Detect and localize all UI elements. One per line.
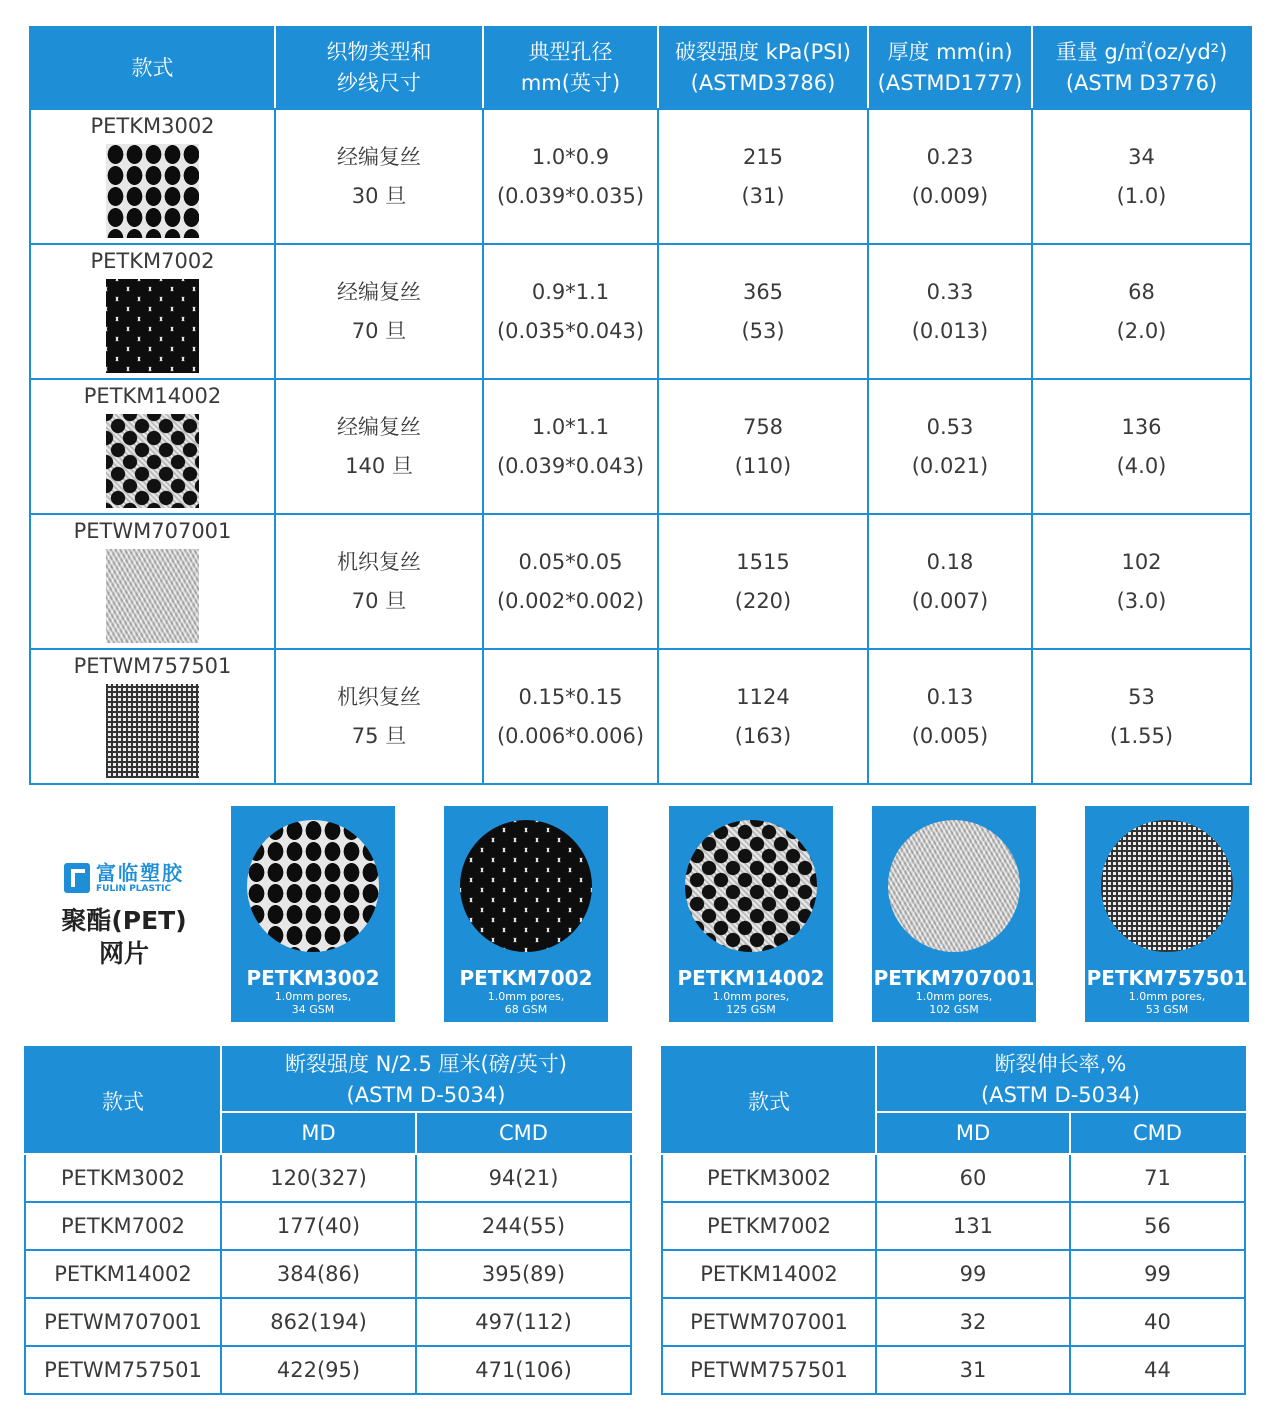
tensile-cmd: 471(106) [416, 1346, 631, 1394]
fabric-type-value: 经编复丝 [337, 279, 421, 304]
tensile-row [25, 1250, 631, 1298]
spec-table [29, 26, 1252, 785]
header-pore [483, 27, 658, 109]
tensile-row [25, 1346, 631, 1394]
elong-style: PETWM707001 [662, 1298, 876, 1346]
tensile-strength-table [24, 1046, 632, 1395]
fabric-type-value: 经编复丝 [337, 414, 421, 439]
pore-size-alt-value: (0.002*0.002) [496, 588, 645, 613]
elong-cmd: 56 [1070, 1202, 1245, 1250]
spec-cell-pore-size [483, 514, 658, 649]
weight-value: 68 [1128, 279, 1155, 304]
elong-md: 60 [876, 1154, 1070, 1202]
spec-cell-fabric-type [275, 649, 483, 784]
elong-header-line1: 断裂伸长率,% [994, 1051, 1127, 1076]
mesh-disc-image [685, 820, 817, 952]
brand-title-line1: 聚酯(PET) [61, 906, 187, 935]
card-product-name: PETKM757501 [1086, 966, 1248, 990]
thickness-alt-value: (0.007) [911, 588, 989, 613]
elong-header-line2: (ASTM D-5034) [981, 1082, 1140, 1107]
burst-strength-alt-value: (163) [734, 723, 792, 748]
thickness-value: 0.33 [926, 279, 974, 304]
spec-row [30, 514, 1251, 649]
weight-alt-value: (1.55) [1109, 723, 1174, 748]
elong-row [662, 1250, 1245, 1298]
mesh-swatch-image [106, 684, 199, 778]
style-code: PETKM7002 [90, 248, 215, 273]
tensile-md: 862(194) [221, 1298, 416, 1346]
elong-md: 99 [876, 1250, 1070, 1298]
burst-strength-alt-value: (110) [734, 453, 792, 478]
card-product-name: PETKM7002 [459, 966, 593, 990]
tensile-header-line2: (ASTM D-5034) [346, 1082, 506, 1107]
burst-strength-alt-value: (31) [741, 183, 785, 208]
style-code: PETKM14002 [83, 383, 222, 408]
brand-title [44, 904, 204, 970]
spec-cell-weight [1032, 244, 1251, 379]
card-product-name: PETKM707001 [873, 966, 1035, 990]
card-pore-text: 1.0mm pores, [915, 990, 993, 1003]
tensile-style: PETWM757501 [25, 1346, 221, 1394]
elong-header-style: 款式 [662, 1047, 876, 1154]
fabric-type-alt-value: 70 旦 [351, 318, 407, 343]
tensile-style: PETKM14002 [25, 1250, 221, 1298]
pore-size-alt-value: (0.039*0.035) [496, 183, 645, 208]
header-fabric-text: 织物类型和 纱线尺寸 [326, 40, 432, 95]
header-weight [1032, 27, 1251, 109]
spec-cell-fabric-type [275, 244, 483, 379]
tensile-md: 177(40) [221, 1202, 416, 1250]
elong-cmd: 44 [1070, 1346, 1245, 1394]
spec-cell-pore-size [483, 244, 658, 379]
spec-cell-pore-size [483, 649, 658, 784]
mesh-disc-image [247, 820, 379, 952]
weight-alt-value: (3.0) [1116, 588, 1167, 613]
elong-cmd: 71 [1070, 1154, 1245, 1202]
card-product-name: PETKM14002 [677, 966, 825, 990]
mesh-swatch-image [106, 549, 199, 643]
card-gsm-text: 34 GSM [291, 1003, 335, 1016]
elong-md: 131 [876, 1202, 1070, 1250]
elong-header-group [876, 1047, 1245, 1112]
fabric-type-alt-value: 30 旦 [351, 183, 407, 208]
elong-style: PETKM14002 [662, 1250, 876, 1298]
elong-style: PETWM757501 [662, 1346, 876, 1394]
thickness-alt-value: (0.009) [911, 183, 989, 208]
weight-alt-value: (4.0) [1116, 453, 1167, 478]
mesh-disc-image [1101, 820, 1233, 952]
weight-value: 34 [1128, 144, 1155, 169]
spec-cell-thickness [868, 379, 1032, 514]
elong-row [662, 1202, 1245, 1250]
burst-strength-value: 365 [742, 279, 784, 304]
logo-cn-text: 富临塑胶 [96, 861, 184, 885]
card-pore-text: 1.0mm pores, [274, 990, 352, 1003]
product-card [444, 806, 608, 1022]
spec-cell-weight [1032, 514, 1251, 649]
mesh-disc-image [888, 820, 1020, 952]
spec-cell-pore-size [483, 379, 658, 514]
fabric-type-alt-value: 75 旦 [351, 723, 407, 748]
tensile-cmd: 94(21) [416, 1154, 631, 1202]
mesh-swatch-image [106, 144, 199, 238]
header-fabric [275, 27, 483, 109]
spec-cell-thickness [868, 244, 1032, 379]
header-style: 款式 [30, 27, 275, 109]
burst-strength-alt-value: (220) [734, 588, 792, 613]
elong-style: PETKM3002 [662, 1154, 876, 1202]
pore-size-value: 1.0*0.9 [531, 144, 610, 169]
card-product-name: PETKM3002 [246, 966, 380, 990]
elong-header-md: MD [876, 1112, 1070, 1154]
pore-size-value: 0.05*0.05 [518, 549, 623, 574]
weight-value: 136 [1121, 414, 1162, 439]
brand-logo [44, 862, 204, 894]
spec-cell-style [30, 244, 275, 379]
pore-size-value: 1.0*1.1 [531, 414, 610, 439]
thickness-value: 0.53 [926, 414, 974, 439]
tensile-cmd: 244(55) [416, 1202, 631, 1250]
spec-cell-style [30, 514, 275, 649]
tensile-style: PETKM3002 [25, 1154, 221, 1202]
spec-cell-burst-strength [658, 649, 868, 784]
spec-cell-fabric-type [275, 514, 483, 649]
spec-cell-thickness [868, 514, 1032, 649]
fabric-type-value: 机织复丝 [337, 549, 421, 574]
card-pore-text: 1.0mm pores, [712, 990, 790, 1003]
product-card [669, 806, 833, 1022]
fabric-type-alt-value: 70 旦 [351, 588, 407, 613]
tensile-header-style: 款式 [25, 1047, 221, 1154]
header-thickness-text: 厚度 mm(in) (ASTMD1777) [877, 40, 1023, 95]
product-card [231, 806, 395, 1022]
tensile-cmd: 395(89) [416, 1250, 631, 1298]
spec-row [30, 109, 1251, 244]
elong-row [662, 1154, 1245, 1202]
tensile-header-line1: 断裂强度 N/2.5 厘米(磅/英寸) [285, 1051, 567, 1076]
tensile-cmd: 497(112) [416, 1298, 631, 1346]
tensile-row [25, 1154, 631, 1202]
thickness-value: 0.23 [926, 144, 974, 169]
spec-row [30, 244, 1251, 379]
elong-cmd: 99 [1070, 1250, 1245, 1298]
pore-size-alt-value: (0.006*0.006) [496, 723, 645, 748]
spec-cell-style [30, 109, 275, 244]
card-gsm-text: 68 GSM [504, 1003, 548, 1016]
product-card [872, 806, 1036, 1022]
header-weight-text: 重量 g/㎡(oz/yd²) (ASTM D3776) [1055, 40, 1228, 95]
tensile-style: PETKM7002 [25, 1202, 221, 1250]
mesh-swatch-image [106, 279, 199, 373]
pore-size-value: 0.15*0.15 [518, 684, 623, 709]
spec-cell-thickness [868, 109, 1032, 244]
burst-strength-value: 1124 [736, 684, 790, 709]
fabric-type-alt-value: 140 旦 [345, 453, 413, 478]
tensile-md: 422(95) [221, 1346, 416, 1394]
spec-header-row [30, 27, 1251, 109]
spec-cell-weight [1032, 109, 1251, 244]
spec-row [30, 649, 1251, 784]
burst-strength-value: 1515 [736, 549, 790, 574]
burst-strength-value: 215 [742, 144, 784, 169]
spec-cell-style [30, 649, 275, 784]
spec-cell-burst-strength [658, 244, 868, 379]
spec-row [30, 379, 1251, 514]
thickness-value: 0.13 [926, 684, 974, 709]
spec-cell-pore-size [483, 109, 658, 244]
elong-row [662, 1346, 1245, 1394]
card-gsm-text: 125 GSM [726, 1003, 776, 1016]
pore-size-alt-value: (0.039*0.043) [496, 453, 645, 478]
elong-cmd: 40 [1070, 1298, 1245, 1346]
spec-cell-thickness [868, 649, 1032, 784]
card-pore-text: 1.0mm pores, [1128, 990, 1206, 1003]
pore-size-value: 0.9*1.1 [531, 279, 610, 304]
tensile-style: PETWM707001 [25, 1298, 221, 1346]
burst-strength-value: 758 [742, 414, 784, 439]
elong-style: PETKM7002 [662, 1202, 876, 1250]
style-code: PETWM757501 [73, 653, 232, 678]
tensile-row [25, 1202, 631, 1250]
card-gsm-text: 102 GSM [929, 1003, 979, 1016]
card-pore-text: 1.0mm pores, [487, 990, 565, 1003]
header-thickness [868, 27, 1032, 109]
style-code: PETKM3002 [90, 113, 215, 138]
thickness-alt-value: (0.013) [911, 318, 989, 343]
pore-size-alt-value: (0.035*0.043) [496, 318, 645, 343]
fabric-type-value: 机织复丝 [337, 684, 421, 709]
brand-title-line2: 网片 [98, 939, 149, 968]
product-card [1085, 806, 1249, 1022]
header-burst [658, 27, 868, 109]
tensile-row [25, 1298, 631, 1346]
spec-cell-weight [1032, 379, 1251, 514]
thickness-value: 0.18 [926, 549, 974, 574]
thickness-alt-value: (0.005) [911, 723, 989, 748]
tensile-md: 120(327) [221, 1154, 416, 1202]
elong-md: 31 [876, 1346, 1070, 1394]
spec-cell-burst-strength [658, 379, 868, 514]
weight-alt-value: (2.0) [1116, 318, 1167, 343]
mesh-swatch-image [106, 414, 199, 508]
spec-cell-weight [1032, 649, 1251, 784]
tensile-header-group [221, 1047, 631, 1112]
weight-alt-value: (1.0) [1116, 183, 1167, 208]
thickness-alt-value: (0.021) [911, 453, 989, 478]
spec-cell-fabric-type [275, 379, 483, 514]
elong-md: 32 [876, 1298, 1070, 1346]
weight-value: 53 [1128, 684, 1155, 709]
spec-cell-burst-strength [658, 109, 868, 244]
header-pore-text: 典型孔径 mm(英寸) [520, 40, 621, 95]
elongation-table [661, 1046, 1246, 1395]
tensile-header-cmd: CMD [416, 1112, 631, 1154]
spec-cell-fabric-type [275, 109, 483, 244]
mesh-disc-image [460, 820, 592, 952]
card-gsm-text: 53 GSM [1145, 1003, 1189, 1016]
brand-block [44, 862, 204, 970]
spec-cell-style [30, 379, 275, 514]
tensile-header-md: MD [221, 1112, 416, 1154]
elong-header-cmd: CMD [1070, 1112, 1245, 1154]
header-burst-text: 破裂强度 kPa(PSI) (ASTMD3786) [675, 40, 851, 95]
tensile-md: 384(86) [221, 1250, 416, 1298]
logo-en-text: FULIN PLASTIC [96, 884, 172, 894]
style-code: PETWM707001 [73, 518, 232, 543]
weight-value: 102 [1121, 549, 1162, 574]
elong-row [662, 1298, 1245, 1346]
fabric-type-value: 经编复丝 [337, 144, 421, 169]
fulin-logo-icon [64, 863, 90, 893]
burst-strength-alt-value: (53) [741, 318, 785, 343]
spec-cell-burst-strength [658, 514, 868, 649]
